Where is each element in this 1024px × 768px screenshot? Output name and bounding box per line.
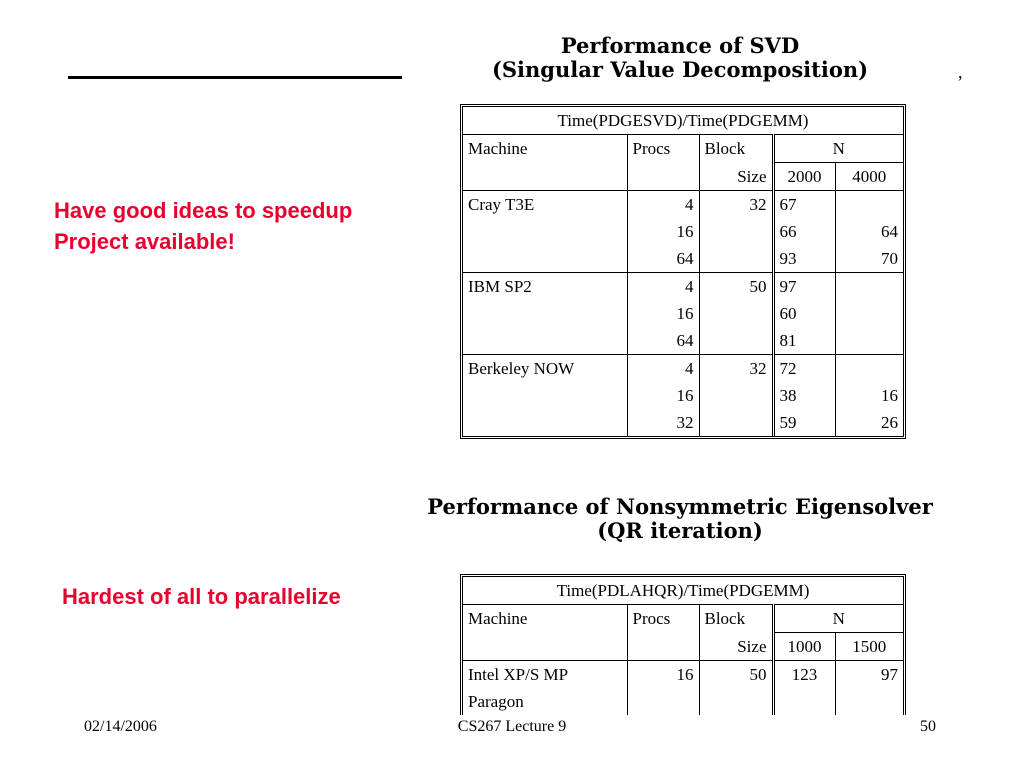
svd-machine-blank [463,300,627,327]
svd-title [460,34,900,82]
footer-page-number: 50 [920,718,936,735]
decorative-rule [68,76,402,79]
eig-block-blank [699,688,773,715]
eig-header-n2: 1500 [835,633,903,661]
eig-machine-cont: Paragon [468,692,524,711]
svd-procs: 64 [627,245,699,273]
footer-lecture: CS267 Lecture 9 [457,718,567,735]
eig-header-size: Size [699,633,773,661]
svd-n2: 64 [835,218,903,245]
svd-n2 [835,355,903,383]
svd-procs: 16 [627,218,699,245]
svd-header-blank [627,163,699,191]
svd-table [463,107,903,436]
eig-header-machine: Machine [468,609,528,628]
svd-note [54,196,352,258]
eig-table [463,577,903,715]
svd-procs: 64 [627,327,699,355]
svd-note-line2: Project available! [54,228,235,254]
svd-n1: 60 [773,300,835,327]
svd-n1: 38 [773,382,835,409]
svd-machine-blank [463,409,627,436]
svd-caption: Time(PDGESVD)/Time(PDGEMM) [463,107,903,135]
svd-header-n2: 4000 [835,163,903,191]
svd-machine-blank [463,327,627,355]
footer-date: 02/14/2006 [84,718,157,735]
eig-header-procs: Procs [627,605,699,633]
svd-n1: 67 [773,191,835,219]
svd-block-blank [699,382,773,409]
svd-n2: 70 [835,245,903,273]
eig-table-frame [460,574,906,715]
eig-n2: 97 [835,661,903,689]
eig-header-n1: 1000 [773,633,835,661]
svd-header-blank [463,163,627,191]
svd-block-blank [699,218,773,245]
eig-title [395,495,965,543]
eig-header-n: N [773,605,903,633]
svd-machine: Berkeley NOW [468,359,575,378]
decorative-mark: , [958,62,963,82]
eig-title-line1: Performance of Nonsymmetric Eigensolver [427,494,933,519]
svd-block-blank [699,327,773,355]
eig-procs-blank [627,688,699,715]
svd-header-n1: 2000 [773,163,835,191]
svd-block: 50 [699,273,773,301]
svd-n1: 66 [773,218,835,245]
svd-note-line1: Have good ideas to speedup [54,198,353,223]
svd-header-machine: Machine [468,139,528,158]
svd-machine-blank [463,218,627,245]
svd-n2: 26 [835,409,903,436]
eig-procs: 16 [627,661,699,689]
svd-procs: 32 [627,409,699,436]
svd-header-block: Block [699,135,773,163]
svd-n2: 16 [835,382,903,409]
eig-n2-blank [835,688,903,715]
svd-title-line1: Performance of SVD [560,33,800,58]
svd-n2 [835,300,903,327]
svd-machine-blank [463,245,627,273]
svd-block-blank [699,300,773,327]
svd-machine-blank [463,382,627,409]
svd-header-procs: Procs [627,135,699,163]
eig-note: Hardest of all to parallelize [62,584,341,609]
eig-n1: 123 [773,661,835,689]
eig-title-line2: (QR iteration) [597,518,763,544]
eig-header-blank [627,633,699,661]
svd-procs: 16 [627,300,699,327]
svd-procs: 4 [627,191,699,219]
svd-n2 [835,273,903,301]
svd-n1: 81 [773,327,835,355]
svd-procs: 4 [627,273,699,301]
svd-header-size: Size [699,163,773,191]
svd-procs: 16 [627,382,699,409]
svd-n1: 72 [773,355,835,383]
svd-n2 [835,327,903,355]
svd-header-n: N [773,135,903,163]
svd-block-blank [699,245,773,273]
eig-n1-blank [773,688,835,715]
eig-header-blank [463,633,627,661]
svd-n1: 93 [773,245,835,273]
eig-caption: Time(PDLAHQR)/Time(PDGEMM) [463,577,903,605]
eig-block: 50 [699,661,773,689]
svd-n2 [835,191,903,219]
svd-n1: 97 [773,273,835,301]
svd-procs: 4 [627,355,699,383]
svd-block-blank [699,409,773,436]
svd-machine: IBM SP2 [468,277,532,296]
svd-table-frame [460,104,906,439]
eig-header-block: Block [699,605,773,633]
svd-block: 32 [699,191,773,219]
svd-machine: Cray T3E [468,195,535,214]
svd-block: 32 [699,355,773,383]
eig-machine: Intel XP/S MP [468,665,569,684]
svd-title-line2: (Singular Value Decomposition) [491,57,869,83]
svd-n1: 59 [773,409,835,436]
